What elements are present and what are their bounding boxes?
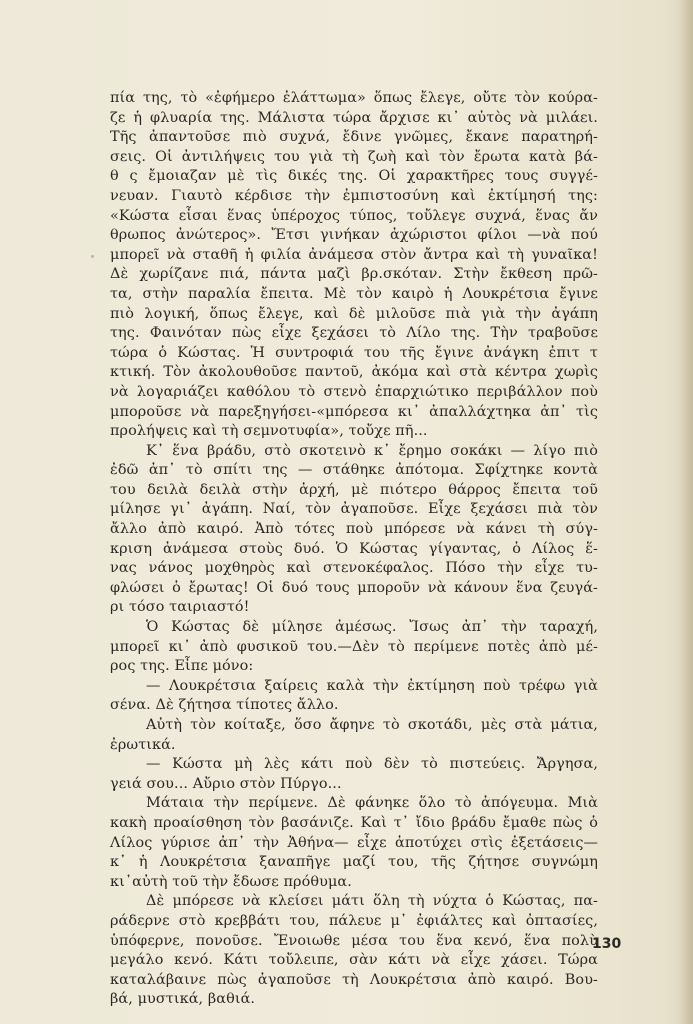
text-line: κτική. Τὸν ἀκολουθοῦσε παντοῦ, ἀκόμα καὶ στὰ κέντρα χωρὶς	[110, 364, 598, 381]
text-line: βά, μυστικά, βαθιά.	[110, 991, 256, 1008]
text-line: — Κώστα μὴ λὲς κάτι ποὺ δὲν τὸ πιστεύεις. Ἄργησα,	[146, 756, 598, 773]
text-line: μίλησε γι᾽ ἀγάπη. Ναί, τὸν ἀγαποῦσε. Εἶχε ξεχάσει πιὰ τὸν	[110, 501, 598, 518]
text-line: Ὁ Κώστας δὲ μίλησε ἀμέσως. Ἴσως ἀπ᾽ τὴν ταραχή,	[146, 619, 598, 636]
text-line: κ᾽ ἡ Λουκρέτσια ξαναπῆγε μαζί του, τῆς ζήτησε συγνώμη	[110, 854, 598, 871]
text-line: Κ᾽ ἕνα βράδυ, στὸ σκοτεινὸ κ᾽ ἔρημο σοκάκι — λίγο πιὸ	[146, 442, 598, 459]
text-line: Δὲ μπόρεσε νὰ κλείσει μάτι ὅλη τὴ νύχτα ὁ Κώστας, πα-	[146, 893, 598, 910]
text-line: ἐδῶ ἀπ᾽ τὸ σπίτι της — στάθηκε ἀπότομα. Σφίχτηκε κοντὰ	[110, 462, 598, 479]
text-line: ἄλλο ἀπὸ καιρό. Ἀπὸ τότες ποὺ μπόρεσε νὰ κάνει τὴ σύγ-	[110, 521, 598, 538]
text-line: μεγάλο κενό. Κάτι τοὔλειπε, σὰν κάτι νὰ εἶχε χάσει. Τώρα	[110, 952, 598, 969]
body-text	[110, 89, 598, 1010]
text-line: γειά σου... Αὔριο στὸν Πύργο...	[110, 775, 342, 792]
text-line: — Λουκρέτσια ξαίρεις καλὰ τὴν ἐκτίμηση ποὺ τρέφω γιὰ	[146, 677, 598, 694]
text-line: πιὸ λογική, ὅπως ἔλεγε, καὶ δὲ μιλοῦσε πιὰ γιὰ τὴν ἀγάπη	[110, 305, 598, 322]
text-line: ζε ἡ φλυαρία της. Μάλιστα τώρα ἄρχισε κι᾽ αὐτὸς νὰ μιλάει.	[110, 109, 598, 126]
text-line: τώρα ὁ Κώστας. Ἡ συντροφιά του τῆς ἔγινε ἀνάγκη ἐπιτ τ	[110, 344, 598, 361]
text-line: σεις. Οἱ ἀντιλήψεις του γιὰ τὴ ζωὴ καὶ τὸν ἔρωτα κατὰ βά-	[110, 148, 598, 165]
text-line: μπορεῖ κι᾽ ἀπὸ φυσικοῦ του.—Δὲν τὸ περίμενε ποτὲς ἀπὸ μέ-	[110, 638, 598, 655]
text-line: Μάταια τὴν περίμενε. Δὲ φάνηκε ὅλο τὸ ἀπόγευμα. Μιὰ	[146, 795, 598, 812]
text-line: «Κώστα εἶσαι ἕνας ὑπέροχος τύπος, τοὔλεγε συχνά, ἕνας ἄν	[110, 207, 598, 224]
text-line: ρι τόσο ταιριαστό!	[110, 599, 250, 616]
text-line: της. Φαινόταν πὼς εἶχε ξεχάσει τὸ Λίλο της. Τὴν τραβοῦσε	[110, 325, 598, 342]
text-line: καταλάβαινε πὼς ἀγαποῦσε τὴ Λουκρέτσια ἀπὸ καιρό. Βου-	[110, 971, 598, 988]
text-line: νευαν. Γιαυτὸ κέρδισε τὴν ἐμπιστοσύνη καὶ ἐκτίμησή της:	[110, 187, 598, 204]
text-line: μπορεῖ νὰ σταθῆ ἡ φιλία ἀνάμεσα στὸν ἄντρα καὶ τὴ γυναῖκα!	[110, 246, 598, 263]
text-line: κι᾽αὐτὴ τοῦ τὴν ἔδωσε πρόθυμα.	[110, 873, 352, 890]
text-line: φλώσει ὁ ἔρωτας! Οἱ δυό τους μποροῦν νὰ κάνουν ἕνα ζευγά-	[110, 579, 598, 596]
text-line: ράδερνε στὸ κρεββάτι του, πάλευε μ᾽ ἐφιάλτες καὶ ὀπτασίες,	[110, 912, 598, 929]
text-line: ἐρωτικά.	[110, 736, 176, 753]
paper-speck	[91, 255, 94, 258]
text-line: θ ς ἔμοιαζαν μὲ τὶς δικές της. Οἱ χαρακτῆρες τους συγγέ-	[110, 168, 598, 185]
text-line: κριση ἀνάμεσα στοὺς δυό. Ὁ Κώστας γίγαντας, ὁ Λίλος ἕ-	[110, 540, 598, 557]
text-line: μποροῦσε νὰ παρεξηγήσει-«μπόρεσα κι᾽ ἀπαλλάχτηκα ἀπ᾽ τὶς	[110, 403, 598, 420]
text-line: κακὴ προαίσθηση τὸν βασάνιζε. Καὶ τ᾽ ἴδιο βράδυ ἔμαθε πὼς ὁ	[110, 814, 598, 831]
text-line: του δειλὰ δειλὰ στὴν ἀρχή, μὲ πιότερο θάρρος ἔπειτα τοῦ	[110, 481, 598, 498]
text-line: θρωπος ἀνώτερος». Ἔτσι γινήκαν ἀχώριστοι φίλοι —νὰ πού	[110, 227, 598, 244]
text-line: προλήψεις καὶ τὴ σεμνοτυφία», τοὔχε πῆ...	[110, 423, 428, 440]
text-line: Λίλος γύρισε ἀπ᾽ τὴν Ἀθήνα— εἶχε ἀποτύχει στὶς ἐξετάσεις—	[110, 834, 598, 851]
text-line: τα, στὴν παραλία ἔπειτα. Μὲ τὸν καιρὸ ἡ Λουκρέτσια ἔγινε	[110, 285, 598, 302]
text-line: Αὐτὴ τὸν κοίταξε, ὅσο ἄφηνε τὸ σκοτάδι, μὲς στὰ μάτια,	[146, 717, 598, 733]
text-line: ρος της. Εἶπε μόνο:	[110, 658, 254, 675]
text-line: ὑπόφερνε, πονοῦσε. Ἔνοιωθε μέσα του ἕνα κενό, ἕνα πολὺ	[110, 932, 598, 949]
text-line: νας νάνος μοχθηρὸς καὶ στενοκέφαλος. Πόσο τὴν εἶχε τυ-	[110, 560, 598, 577]
text-line: Δὲ χωρίζανε πιά, πάντα μαζὶ βρ.σκόταν. Στὴν ἔκθεση πρῶ-	[110, 266, 598, 283]
text-line: νὰ λογαριάζει καθόλου τὸ στενὸ ἐπαρχιώτικο περιβάλλον ποὺ	[110, 383, 598, 400]
text-line: Τῆς ἀπαντοῦσε πιὸ συχνά, ἔδινε γνῶμες, ἔκανε παρατηρή-	[110, 129, 598, 146]
page-number: 130	[592, 936, 622, 952]
text-line: πία της, τὸ «ἐφήμερο ἐλάττωμα» ὅπως ἔλεγε, οὔτε τὸν κούρα-	[110, 90, 598, 106]
page-edge-shadow	[679, 0, 693, 1024]
text-line: σένα. Δὲ ζήτησα τίποτες ἄλλο.	[110, 697, 339, 714]
